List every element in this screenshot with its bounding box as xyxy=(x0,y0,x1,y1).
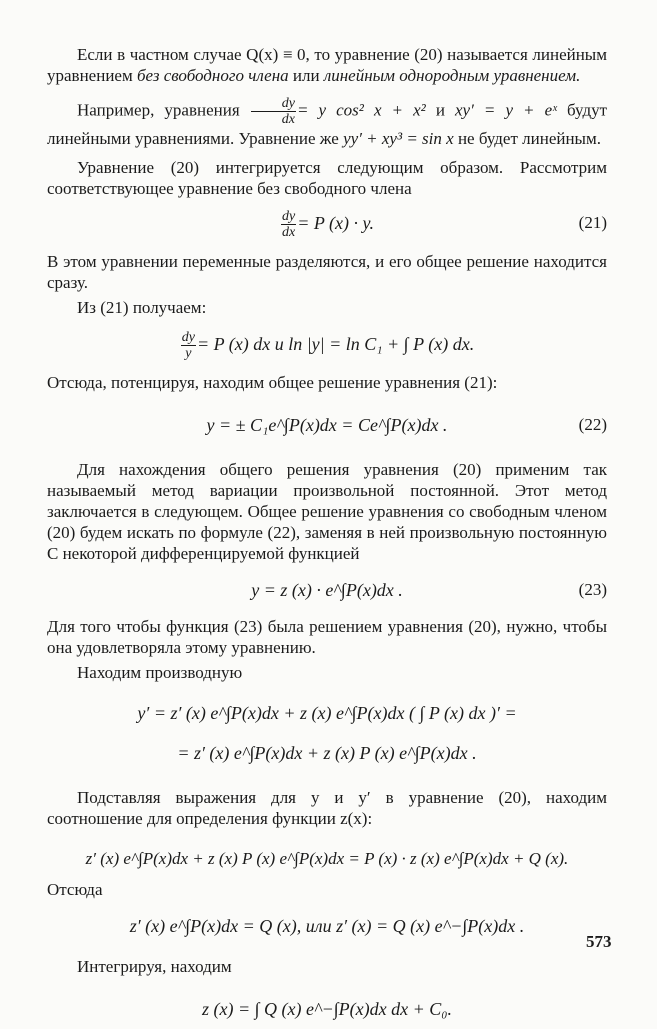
text-span: не будет линейным. xyxy=(457,129,601,148)
page-body xyxy=(47,40,607,1029)
equation-body: z (x) = ∫ Q (x) e^−∫P(x)dx dx + C₀. xyxy=(201,999,453,1019)
equation-body: y = z (x) · e^∫P(x)dx . xyxy=(251,580,403,600)
paragraph-derivative: Находим производную xyxy=(77,663,243,682)
equation-body: z′ (x) e^∫P(x)dx + z (x) P (x) e^∫P(x)dx = P (x) · z (x) e^∫P(x)dx + Q (x). xyxy=(85,849,569,868)
fraction-dy-y xyxy=(181,330,196,361)
equation-body: = P (x) · y. xyxy=(297,213,374,233)
paragraph-condition: Для того чтобы функция (23) была решением уравнения (20), нужно, чтобы она удовлетворяла этому уравнению. xyxy=(47,617,607,657)
paragraph-definition xyxy=(47,44,607,86)
denominator: y xyxy=(185,346,192,362)
equation-derivative-line2 xyxy=(47,733,607,773)
emphasis-term: линейным однородным уравнением. xyxy=(323,66,581,85)
fraction-dy-dx xyxy=(251,96,296,127)
text-span: будут линейными уравнениями. Уравнение же xyxy=(47,100,608,148)
equation-21 xyxy=(47,203,607,243)
text-span: Если в частном случае Q(x) ≡ 0, то уравнение (20) называется линейным уравнением xyxy=(47,45,607,85)
paragraph-substitution: Подставляя выражения для y и y′ в уравнение (20), находим соотношение для определения функции z(x): xyxy=(47,788,607,828)
paragraph-example xyxy=(47,96,607,151)
text-span: и xyxy=(435,100,445,120)
paragraph-integration: Уравнение (20) интегрируется следующим образом. Рассмотрим соответствующее уравнение без свободного члена xyxy=(47,158,607,198)
paragraph-potentiating: Отсюда, потенцируя, находим общее решение уравнения (21): xyxy=(47,373,498,392)
numerator: dy xyxy=(281,209,296,225)
paragraph-separation: В этом уравнении переменные разделяются, и его общее решение находится сразу. xyxy=(47,252,607,292)
equation-number: (23) xyxy=(578,580,607,599)
equation-body: = z′ (x) e^∫P(x)dx + z (x) P (x) e^∫P(x)dx . xyxy=(177,743,477,763)
inline-formula: = y cos² x + x² xyxy=(296,100,426,120)
page-number: 573 xyxy=(586,932,612,951)
numerator: dy xyxy=(181,330,195,346)
paragraph-from-21: Из (21) получаем: xyxy=(77,298,207,317)
emphasis-term: без свободного члена xyxy=(136,66,289,85)
equation-body: = P (x) dx и ln |y| = ln C₁ + ∫ P (x) dx. xyxy=(196,334,475,354)
text-span: Например, уравнения xyxy=(77,100,240,120)
equation-body: y = ± C₁e^∫P(x)dx = Ce^∫P(x)dx . xyxy=(206,415,448,435)
fraction-dy-dx xyxy=(281,209,296,240)
denominator: dx xyxy=(281,225,296,241)
equation-zprime xyxy=(47,906,607,946)
equation-separated xyxy=(47,324,607,364)
numerator: dy xyxy=(251,96,296,112)
equation-body: z′ (x) e^∫P(x)dx = Q (x), или z′ (x) = Q (x) e^−∫P(x)dx . xyxy=(129,916,525,936)
equation-body: y′ = z′ (x) e^∫P(x)dx + z (x) e^∫P(x)dx ( ∫ P (x) dx )′ = xyxy=(137,703,517,723)
equation-derivative-line1 xyxy=(47,693,607,733)
inline-formula: yy′ + xy³ = sin x xyxy=(343,129,454,148)
equation-zsolution xyxy=(47,989,607,1029)
equation-substituted xyxy=(47,839,607,879)
denominator: dx xyxy=(281,112,295,127)
equation-22 xyxy=(47,405,607,445)
equation-number: (21) xyxy=(578,213,607,232)
equation-number: (22) xyxy=(578,415,607,434)
text-span: или xyxy=(292,66,320,85)
paragraph-variation: Для нахождения общего решения уравнения (20) применим так называемый метод вариации произвольной постоянной. Этот метод заключается в следующем. Общее решение уравнения со свободным членом (20) будем искать по формуле (22), заменяя в ней произвольную постоянную C некоторой дифференцируемой функцией xyxy=(47,460,607,563)
inline-formula: xy′ = y + eˣ xyxy=(455,100,557,120)
paragraph-integrating: Интегрируя, находим xyxy=(77,957,232,976)
paragraph-hence: Отсюда xyxy=(47,880,103,899)
equation-23 xyxy=(47,570,607,610)
